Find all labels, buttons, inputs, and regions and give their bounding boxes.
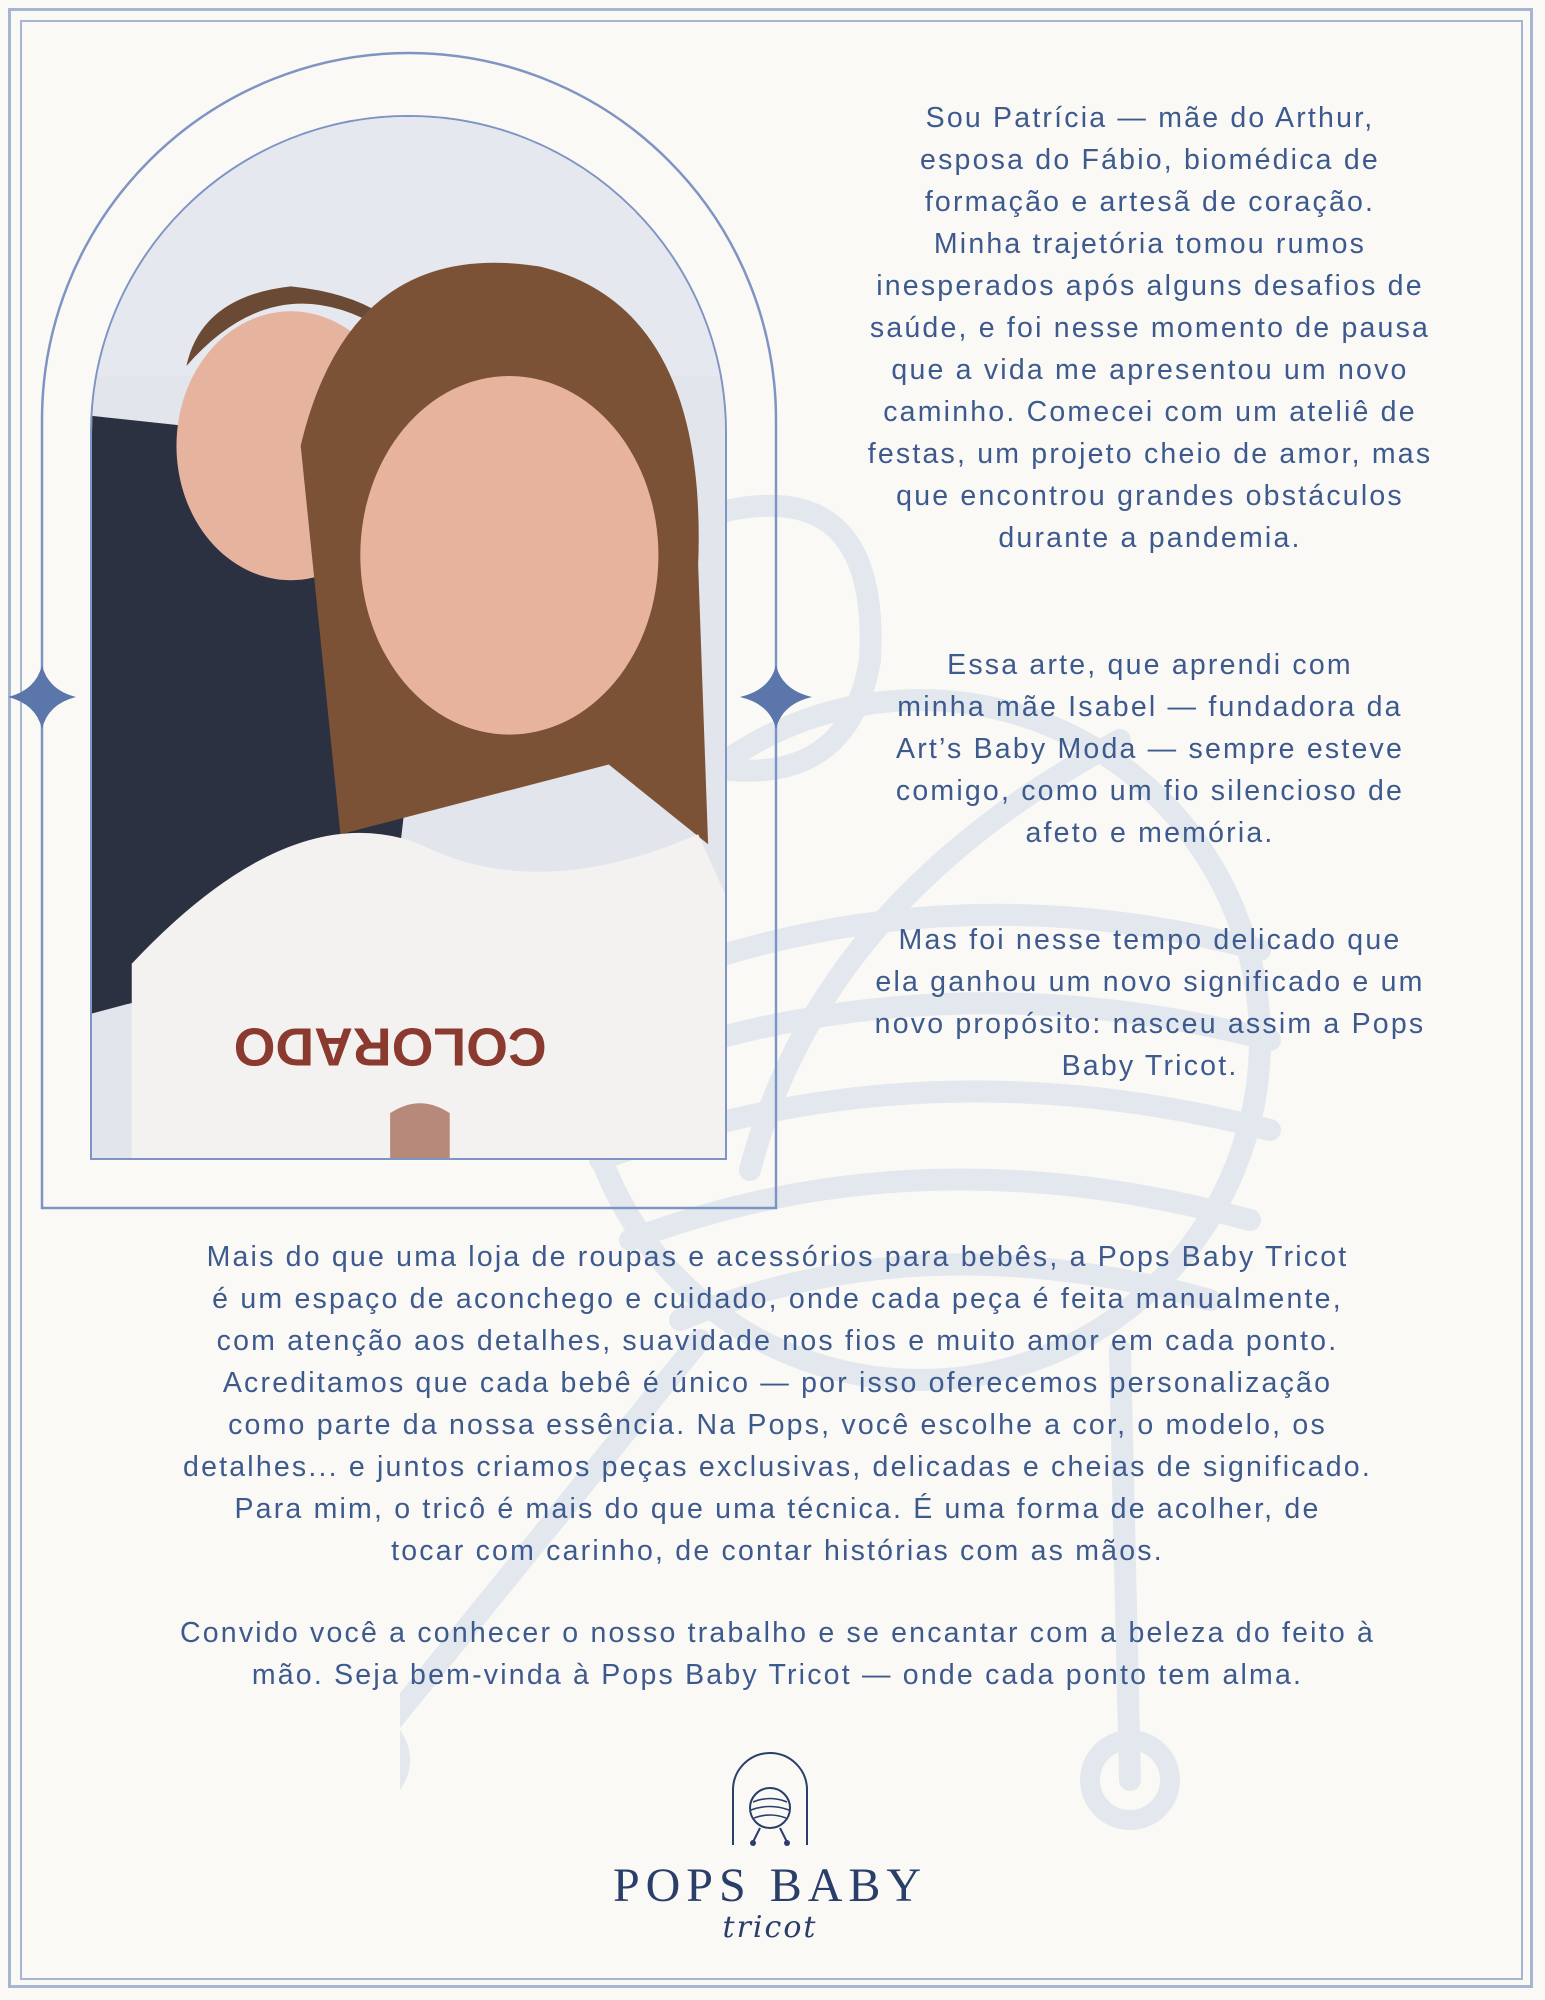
text-line: como parte da nossa essência. Na Pops, você escolhe a cor, o modelo, os xyxy=(228,1409,1327,1441)
text-line: mão. Seja bem-vinda à Pops Baby Tricot — onde cada ponto tem alma. xyxy=(251,1659,1304,1691)
text-line: comigo, como um fio silencioso de xyxy=(895,775,1405,807)
text-line: Baby Tricot. xyxy=(1061,1050,1239,1082)
purpose-paragraph xyxy=(800,919,1500,1087)
text-line: Acreditamos que cada bebê é único — por isso oferecemos personalização xyxy=(222,1367,1333,1399)
text-line: Minha trajetória tomou rumos xyxy=(933,228,1367,260)
brand-name: POPS BABY xyxy=(612,1859,928,1912)
family-photo xyxy=(90,115,727,1160)
invite-paragraph xyxy=(55,1612,1500,1696)
text-line: esposa do Fábio, biomédica de xyxy=(920,144,1380,176)
text-line: Mais do que uma loja de roupas e acessórios para bebês, a Pops Baby Tricot xyxy=(206,1241,1349,1273)
text-line: afeto e memória. xyxy=(1025,817,1275,849)
text-line: minha mãe Isabel — fundadora da xyxy=(897,691,1403,723)
brand-subtitle: tricot xyxy=(722,1910,818,1945)
craft-paragraph xyxy=(800,644,1500,854)
text-line: caminho. Comecei com um ateliê de xyxy=(883,396,1417,428)
shirt-text: COLORADO xyxy=(233,1016,547,1077)
brand-logo xyxy=(560,1750,980,1945)
text-line: Para mim, o tricô é mais do que uma técnica. É uma forma de acolher, de xyxy=(234,1493,1321,1525)
text-line: que encontrou grandes obstáculos xyxy=(896,480,1404,512)
text-line: tocar com carinho, de contar histórias com as mãos. xyxy=(391,1535,1164,1567)
text-line: durante a pandemia. xyxy=(998,522,1302,554)
text-line: detalhes... e juntos criamos peças exclusivas, delicadas e cheias de significado. xyxy=(183,1451,1372,1483)
text-line: Convido você a conhecer o nosso trabalho e se encantar com a beleza do feito à xyxy=(179,1617,1376,1649)
text-line: que a vida me apresentou um novo xyxy=(891,354,1409,386)
yarn-logo-icon xyxy=(725,1750,815,1850)
text-line: é um espaço de aconchego e cuidado, onde cada peça é feita manualmente, xyxy=(212,1283,1343,1315)
text-line: ela ganhou um novo significado e um xyxy=(875,966,1425,998)
text-line: Sou Patrícia — mãe do Arthur, xyxy=(925,102,1375,134)
star-left-icon xyxy=(8,665,76,729)
text-line: Mas foi nesse tempo delicado que xyxy=(898,924,1402,956)
intro-paragraph xyxy=(800,97,1500,559)
text-line: festas, um projeto cheio de amor, mas xyxy=(867,438,1433,470)
text-line: saúde, e foi nesse momento de pausa xyxy=(869,312,1431,344)
text-line: inesperados após alguns desafios de xyxy=(876,270,1424,302)
text-line: formação e artesã de coração. xyxy=(924,186,1376,218)
text-line: com atenção aos detalhes, suavidade nos fios e muito amor em cada ponto. xyxy=(216,1325,1339,1357)
text-line: novo propósito: nasceu assim a Pops xyxy=(874,1008,1426,1040)
text-line: Essa arte, que aprendi com xyxy=(947,649,1353,681)
about-paragraph xyxy=(55,1236,1500,1572)
text-line: Art’s Baby Moda — sempre esteve xyxy=(895,733,1405,765)
